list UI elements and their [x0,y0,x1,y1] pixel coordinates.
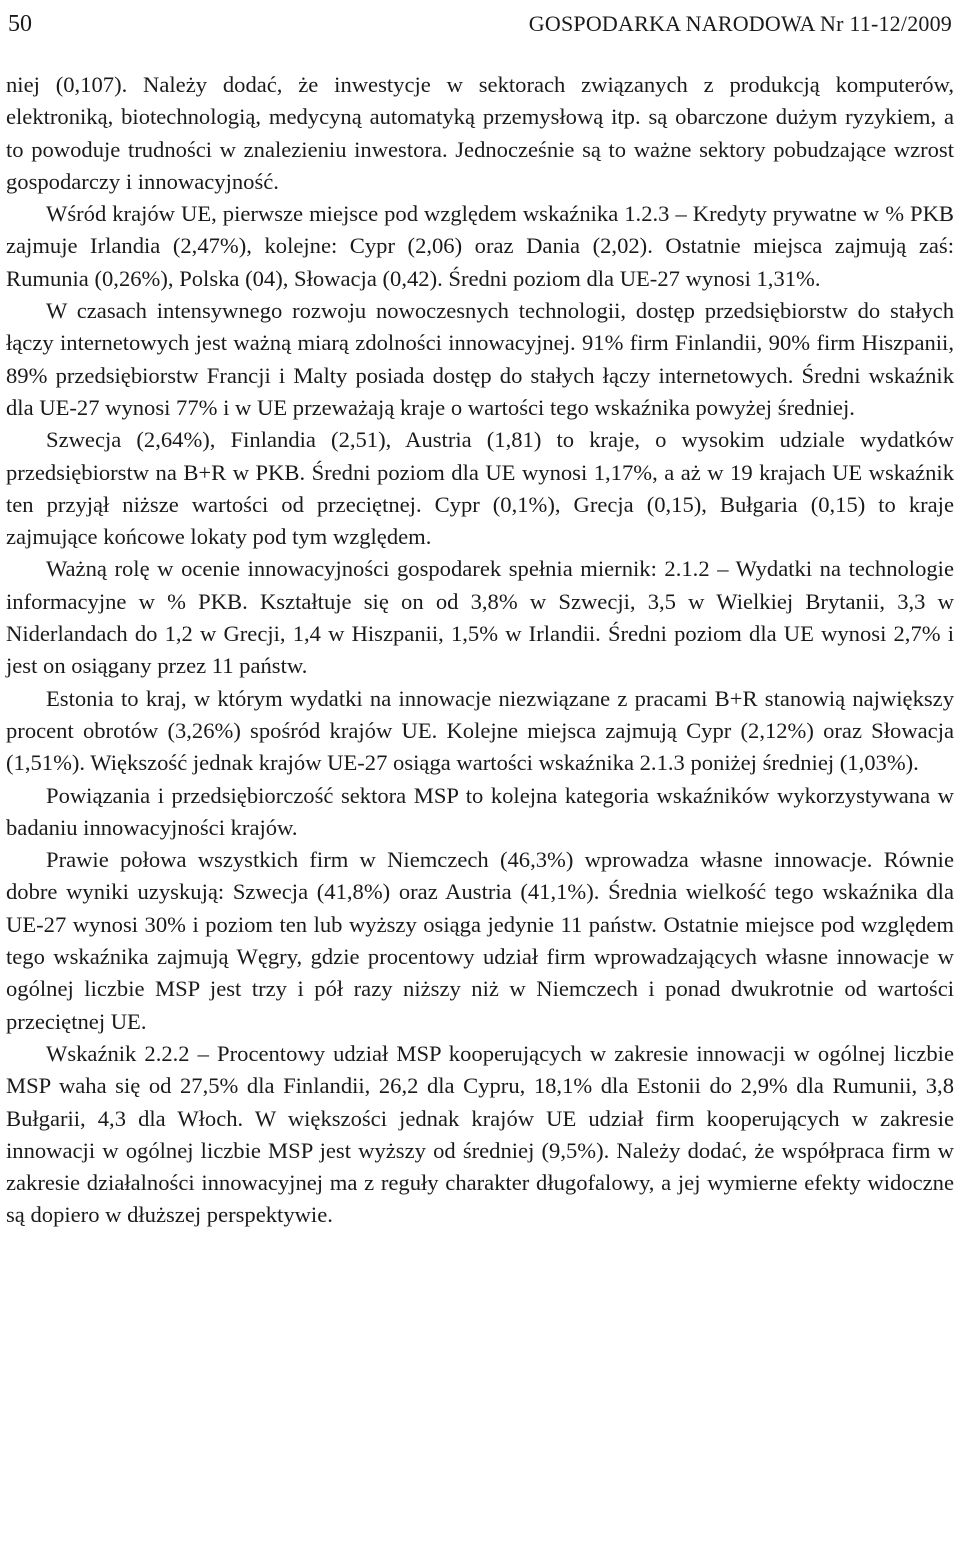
journal-title: GOSPODARKA NARODOWA Nr 11-12/2009 [528,11,952,36]
article-body [6,69,954,1232]
page-number: 50 [8,11,32,37]
paragraph-continuation: niej (0,107). Należy dodać, że inwestycje w sektorach związanych z produkcją komputerów, elektroniką, biotechnologią, medycyną automatyką przemysłową itp. są obarczone dużym ryzykiem, a to powoduje trudności w znalezieniu inwestora. Jednocześnie są to ważne sektory pobudzające wzrost gospodarczy i innowacyjność. [6,72,954,194]
paragraph-in-house-innovation: Prawie połowa wszystkich firm w Niemczech (46,3%) wprowadza własne innowacje. Równie dobre wyniki uzyskują: Szwecja (41,8%) oraz Austria (41,1%). Średnia wielkość tego wskaźnika dla UE-27 wynosi 30% i poziom ten lub wyższy osiąga jedynie 11 państw. Ostatnie miejsce pod względem tego wskaźnika zajmują Węgry, gdzie procentowy udział firm wprowadzających własne innowacje w ogólnej liczbie MSP jest trzy i pół razy niższy niż w Niemczech i ponad dwukrotnie od wartości przeciętnej UE. [6,847,954,1034]
paragraph-it-expenditure: Ważną rolę w ocenie innowacyjności gospodarek spełnia miernik: 2.1.2 – Wydatki na technologie informacyjne w % PKB. Kształtuje się on od 3,8% w Szwecji, 3,5 w Wielkiej Brytanii, 3,3 w Niderlandach do 1,2 w Grecji, 1,4 w Hiszpanii, 1,5% w Irlandii. Średni poziom dla UE wynosi 2,7% i jest on osiągany przez 11 państw. [6,556,954,679]
paragraph-non-rd-innovation: Estonia to kraj, w którym wydatki na innowacje niezwiązane z pracami B+R stanowią największy procent obrotów (3,26%) spośród krajów UE. Kolejne miejsca zajmują Cypr (2,12%) oraz Słowacja (1,51%). Większość jednak krajów UE-27 osiąga wartości wskaźnika 2.1.3 poniżej średniej (1,03%). [6,685,954,776]
paragraph-sme-cooperation: Wskaźnik 2.2.2 – Procentowy udział MSP kooperujących w zakresie innowacji w ogólnej liczbie MSP waha się od 27,5% dla Finlandii, 26,2 dla Cypru, 18,1% dla Estonii do 2,9% dla Rumunii, 3,8 Bułgarii, 4,3 dla Włoch. W większości jednak krajów UE udział firm kooperujących w zakresie innowacji w ogólnej liczbie MSP jest wyższy od średniej (9,5%). Należy dodać, że współpraca firm w zakresie działalności innowacyjnej ma z reguły charakter długofalowy, a jej wymierne efekty widoczne są dopiero w dłuższej perspektywie. [6,1040,954,1228]
paragraph-rd-expenditure: Szwecja (2,64%), Finlandia (2,51), Austria (1,81) to kraje, o wysokim udziale wydatków przedsiębiorstw na B+R w PKB. Średni poziom dla UE wynosi 1,17%, a aż w 19 krajach UE wskaźnik ten przyjął niższe wartości od przeciętnej. Cypr (0,1%), Grecja (0,15), Bułgaria (0,15) to kraje zajmujące końcowe lokaty pod tym względem. [6,427,954,550]
paragraph-credit: Wśród krajów UE, pierwsze miejsce pod względem wskaźnika 1.2.3 – Kredyty prywatne w % PKB zajmuje Irlandia (2,47%), kolejne: Cypr (2,06) oraz Dania (2,02). Ostatnie miejsca zajmują zaś: Rumunia (0,26%), Polska (04), Słowacja (0,42). Średni poziom dla UE-27 wynosi 1,31%. [6,201,954,291]
page-header [6,4,952,44]
paragraph-internet-access: W czasach intensywnego rozwoju nowoczesnych technologii, dostęp przedsiębiorstw do stałych łączy internetowych jest ważną miarą zdolności innowacyjnej. 91% firm Finlandii, 90% firm Hiszpanii, 89% przedsiębiorstw Francji i Malty posiada dostęp do stałych łączy internetowych. Średni wskaźnik dla UE-27 wynosi 77% i w UE przeważają kraje o wartości tego wskaźnika powyżej średniej. [6,298,954,420]
paragraph-sme-linkages: Powiązania i przedsiębiorczość sektora MSP to kolejna kategoria wskaźników wykorzystywana w badaniu innowacyjności krajów. [6,782,954,840]
